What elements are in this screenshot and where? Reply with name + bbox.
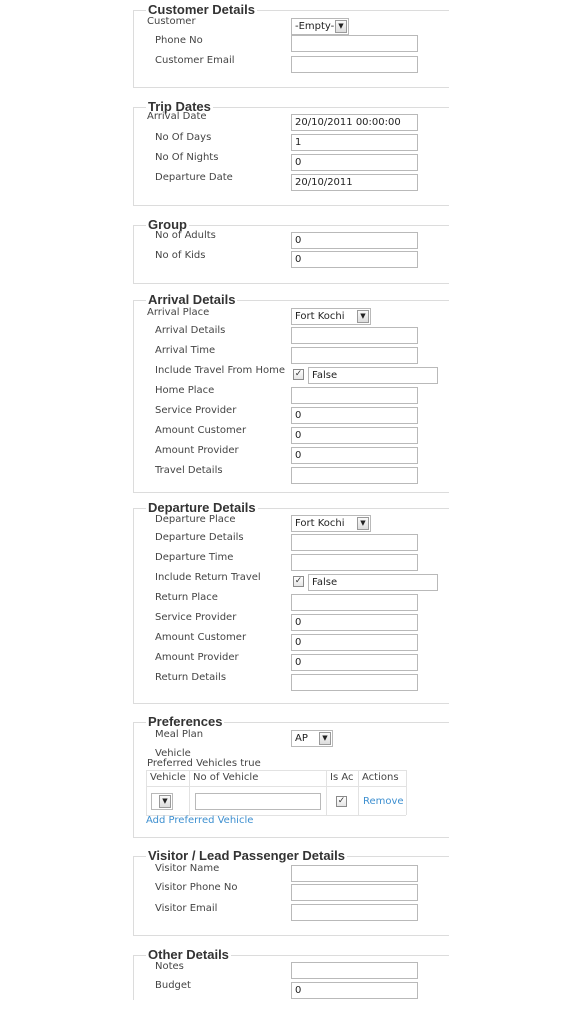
table-border [146,770,406,771]
budget-input[interactable]: 0 [291,982,418,999]
column-header-no-of-vehicle: No of Vehicle [193,772,259,783]
arrival-time-label: Arrival Time [155,345,216,356]
section-legend: Other Details [148,947,229,962]
departure-details-input[interactable] [291,534,418,551]
customer-select-value: -Empty- [295,21,335,32]
arrival-details-section [133,292,449,493]
kids-label: No of Kids [155,250,206,261]
visitor-name-label: Visitor Name [155,863,220,874]
section-legend: Trip Dates [148,99,211,114]
travel-details-label: Travel Details [155,465,223,476]
visitor-details-section [133,848,449,936]
section-legend: Arrival Details [148,292,236,307]
departure-amount-customer-input[interactable]: 0 [291,634,418,651]
arrival-place-select[interactable] [291,308,371,325]
group-section [133,217,449,284]
chevron-down-icon: ▼ [319,732,331,745]
arrival-date-input[interactable]: 20/10/2011 00:00:00 [291,114,418,131]
meal-plan-value: AP [295,733,308,744]
section-legend: Preferences [148,714,223,729]
customer-select[interactable] [291,18,349,35]
customer-label: Customer [147,16,196,27]
amount-provider-label: Amount Provider [155,445,239,456]
notes-label: Notes [155,961,184,972]
departure-time-input[interactable] [291,554,418,571]
departure-date-label: Departure Date [155,172,233,183]
departure-details-label: Departure Details [155,532,244,543]
arrival-details-label: Arrival Details [155,325,226,336]
departure-place-select[interactable] [291,515,371,532]
customer-email-input[interactable] [291,56,418,73]
return-place-input[interactable] [291,594,418,611]
include-return-input[interactable]: False [308,574,438,591]
column-header-actions: Actions [362,772,399,783]
table-border [189,770,190,815]
column-header-is-ac: Is Ac [330,772,354,783]
row-vehicle-select[interactable] [151,793,173,810]
section-legend: Departure Details [148,500,256,515]
service-provider-input[interactable]: 0 [291,407,418,424]
return-details-label: Return Details [155,672,227,683]
visitor-email-label: Visitor Email [155,903,218,914]
visitor-name-input[interactable] [291,865,418,882]
adults-input[interactable]: 0 [291,232,418,249]
table-border [326,770,327,815]
customer-email-label: Customer Email [155,55,235,66]
table-border [146,786,406,787]
table-border [406,770,407,815]
departure-provider-input[interactable]: 0 [291,614,418,631]
notes-input[interactable] [291,962,418,979]
preferred-vehicles-label: Preferred Vehicles true [147,758,261,769]
departure-place-value: Fort Kochi [295,518,345,529]
arrival-place-value: Fort Kochi [295,311,345,322]
section-legend: Group [148,217,187,232]
arrival-time-input[interactable] [291,347,418,364]
visitor-email-input[interactable] [291,904,418,921]
column-header-vehicle: Vehicle [150,772,186,783]
departure-details-section [133,500,449,704]
departure-date-input[interactable]: 20/10/2011 [291,174,418,191]
meal-plan-label: Meal Plan [155,729,204,740]
preferences-section [133,714,449,838]
departure-provider-label: Service Provider [155,612,237,623]
kids-input[interactable]: 0 [291,251,418,268]
chevron-down-icon: ▼ [159,795,171,808]
departure-amount-customer-label: Amount Customer [155,632,247,643]
budget-label: Budget [155,980,191,991]
trip-dates-section [133,99,449,206]
return-details-input[interactable] [291,674,418,691]
remove-vehicle-link[interactable]: Remove [363,796,404,807]
other-details-section [133,947,449,1000]
departure-time-label: Departure Time [155,552,234,563]
vehicle-label: Vehicle [155,748,191,759]
chevron-down-icon: ▼ [357,310,369,323]
section-legend: Visitor / Lead Passenger Details [148,848,346,863]
row-is-ac-checkbox[interactable]: ✓ [337,796,346,806]
departure-place-label: Departure Place [155,514,236,525]
include-travel-label: Include Travel From Home [155,365,285,376]
departure-amount-provider-label: Amount Provider [155,652,239,663]
section-legend: Customer Details [148,2,255,17]
chevron-down-icon: ▼ [335,20,347,33]
nights-input[interactable]: 0 [291,154,418,171]
chevron-down-icon: ▼ [357,517,369,530]
amount-customer-input[interactable]: 0 [291,427,418,444]
phone-label: Phone No [155,35,203,46]
travel-details-input[interactable] [291,467,418,484]
amount-customer-label: Amount Customer [155,425,247,436]
add-preferred-vehicle-link[interactable]: Add Preferred Vehicle [146,815,254,826]
arrival-place-label: Arrival Place [147,307,210,318]
arrival-details-input[interactable] [291,327,418,344]
amount-provider-input[interactable]: 0 [291,447,418,464]
table-border [358,770,359,815]
meal-plan-select[interactable] [291,730,333,747]
visitor-phone-input[interactable] [291,884,418,901]
phone-input[interactable] [291,35,418,52]
nights-label: No Of Nights [155,152,219,163]
service-provider-label: Service Provider [155,405,237,416]
include-travel-input[interactable]: False [308,367,438,384]
adults-label: No of Adults [155,230,216,241]
table-border [146,770,147,815]
include-travel-checkbox[interactable]: ✓ [294,369,303,379]
home-place-input[interactable] [291,387,418,404]
return-place-label: Return Place [155,592,218,603]
departure-amount-provider-input[interactable]: 0 [291,654,418,671]
row-no-of-vehicle-input[interactable] [195,793,321,810]
visitor-phone-label: Visitor Phone No [155,882,238,893]
days-label: No Of Days [155,132,212,143]
home-place-label: Home Place [155,385,215,396]
arrival-date-label: Arrival Date [147,111,207,122]
days-input[interactable]: 1 [291,134,418,151]
include-return-label: Include Return Travel [155,572,261,583]
include-return-checkbox[interactable]: ✓ [294,576,303,586]
customer-details-section [133,2,449,88]
